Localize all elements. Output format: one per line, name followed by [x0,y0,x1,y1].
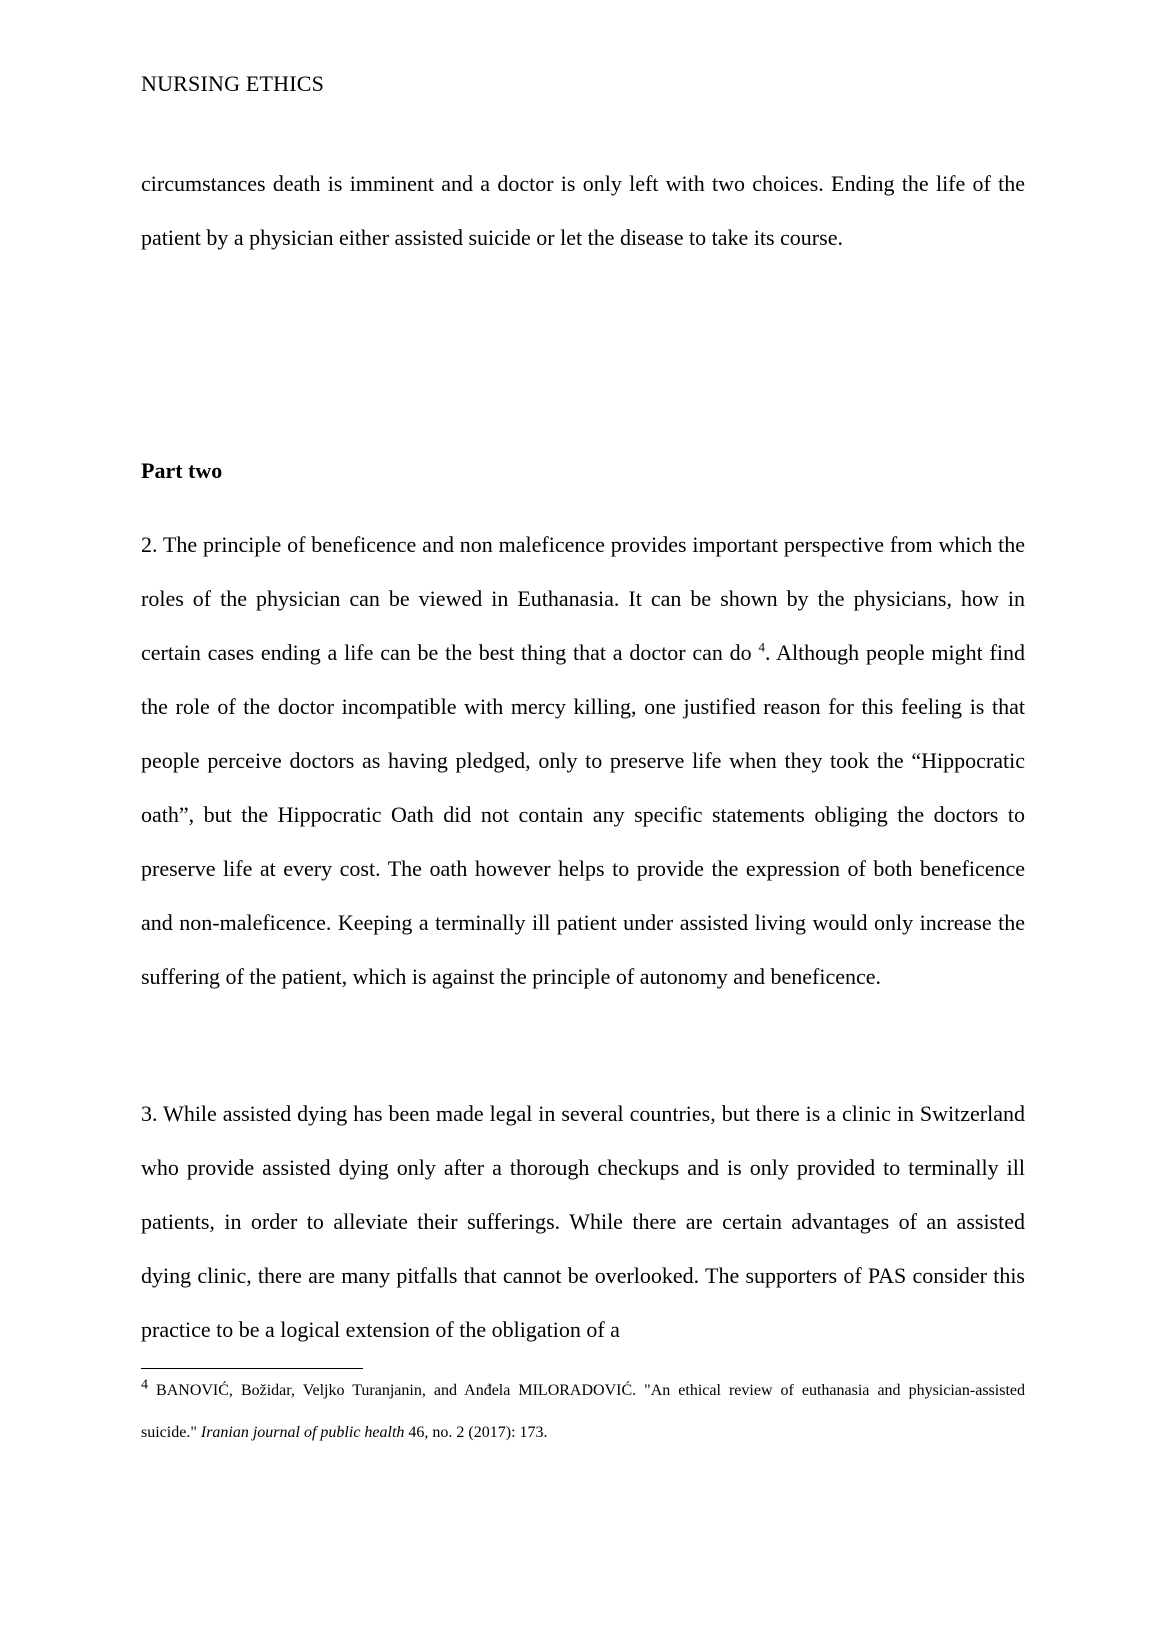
section-heading: Part two [141,458,223,483]
footnote-text-a: BANOVIĆ, Božidar, Veljko Turanjanin, and Anđela MILORADOVIĆ. "An ethical review of euthanasia and physician-assisted suicide." [141,1382,1025,1441]
footnote-reference[interactable]: 4 [758,639,765,655]
paragraph-continuation: circumstances death is imminent and a doctor is only left with two choices. Ending the life of the patient by a physician either assisted suicide or let the disease to take its course. [141,171,1025,250]
paragraph-3: 3. While assisted dying has been made legal in several countries, but there is a clinic in Switzerland who provide assisted dying only after a thorough checkups and is only provided to terminally ill patients, in order to alleviate their sufferings. While there are certain advantages of an assisted dying clinic, there are many pitfalls that cannot be overlooked. The supporters of PAS consider this practice to be a logical extension of the obligation of a [141,1101,1025,1342]
running-header: NURSING ETHICS [141,71,325,96]
footnote-separator [141,1368,363,1369]
footnote-mark: 4 [141,1377,148,1393]
footnote [141,1370,1025,1454]
footnote-text-b: 46, no. 2 (2017): 173. [404,1424,548,1441]
paragraph-2-text-a: 2. The principle of beneficence and non maleficence provides important perspective from which the roles of the physician can be viewed in Euthanasia. It can be shown by the physicians, how in certain cases ending a life can be the best thing that a doctor can do [141,532,1025,665]
paragraph-2-text-b: . Although people might find the role of the doctor incompatible with mercy killing, one justified reason for this feeling is that people perceive doctors as having pledged, only to preserve life when they took the “Hippocratic oath”, but the Hippocratic Oath did not contain any specific statements obliging the doctors to preserve life at every cost. The oath however helps to provide the expression of both beneficence and non-maleficence. Keeping a terminally ill patient under assisted living would only increase the suffering of the patient, which is against the principle of autonomy and beneficence. [141,640,1025,989]
paragraph-2 [141,518,1025,1004]
footnote-journal: Iranian journal of public health [200,1424,405,1441]
